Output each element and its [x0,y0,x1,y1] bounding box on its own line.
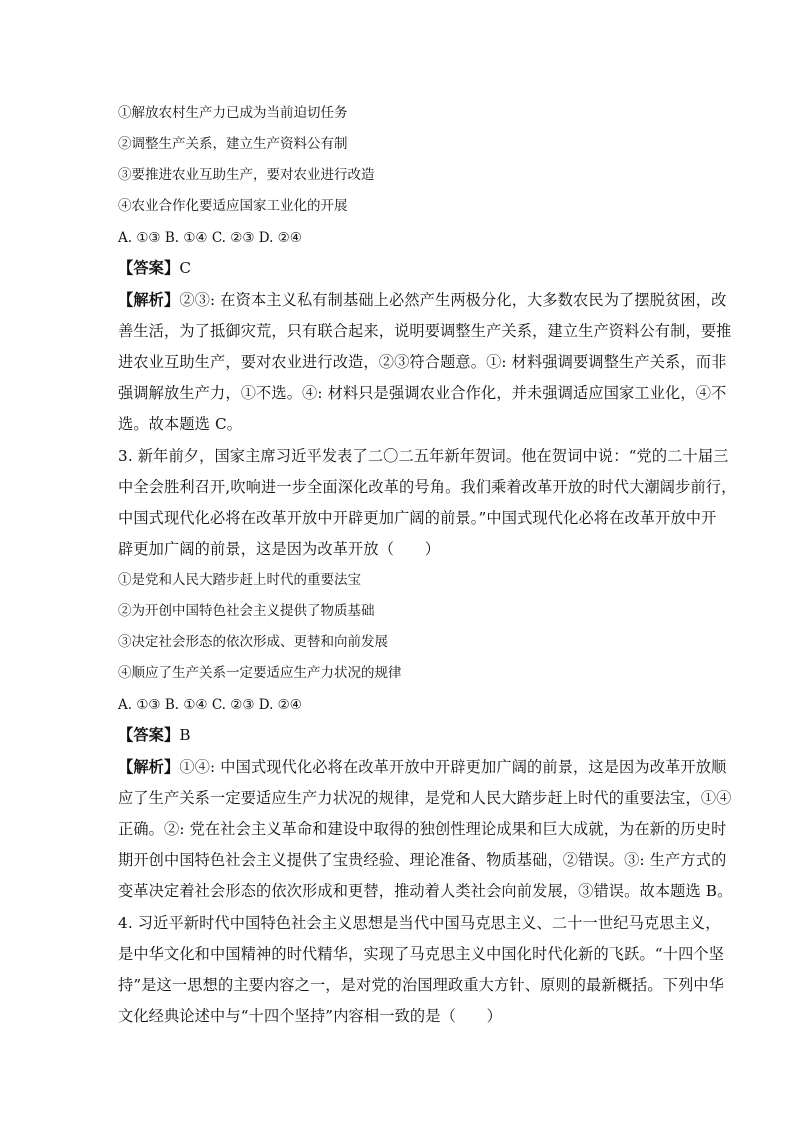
q3-analysis-line: 期开创中国特色社会主义提供了宝贵经验、理论准备、物质基础，②错误。③: 生产方式的 [118,851,727,869]
q3-option-2: ②为开创中国特色社会主义提供了物质基础 [118,603,375,619]
analysis-label: 【解析】 [118,758,180,776]
q3-choices: A. ①③ B. ①④ C. ②③ D. ②④ [118,697,302,713]
q3-stem-line: 3. 新年前夕，国家主席习近平发表了二〇二五年新年贺词。他在贺词中说：“党的二十届三 [118,447,729,465]
q2-analysis-line [118,290,726,310]
q3-option-4: ④顺应了生产关系一定要适应生产力状况的规律 [118,665,402,681]
answer-label: 【答案】 [118,726,180,744]
q4-stem-line: 4. 习近平新时代中国特色社会主义思想是当代中国马克思主义、二十一世纪马克思主义， [118,914,721,932]
q3-stem-line: 辟更加广阔的前景，这是因为改革开放（ ） [118,540,441,558]
q2-option-4: ④农业合作化要适应国家工业化的开展 [118,198,348,214]
q3-analysis-line: 正确。②: 党在社会主义革命和建设中取得的独创性理论成果和巨大成就，为在新的历史时 [118,820,727,838]
q3-stem-line: 中全会胜利召开,吹响进一步全面深化改革的号角。我们乘着改革开放的时代大潮阔步前行， [118,478,737,496]
q2-analysis-line: 善生活，为了抵御灾荒，只有联合起来，说明要调整生产关系，建立生产资料公有制，要推 [118,322,732,340]
q2-analysis-line: 选。故本题选 C。 [118,415,243,433]
q3-stem-line: 中国式现代化必将在改革开放中开辟更加广阔的前景。”中国式现代化必将在改革开放中开 [118,509,717,527]
answer-value: B [179,726,191,744]
q3-analysis-line: 应了生产关系一定要适应生产力状况的规律，是党和人民大踏步赶上时代的重要法宝，①④ [118,789,732,807]
answer-label: 【答案】 [118,259,180,277]
q2-choices: A. ①③ B. ①④ C. ②③ D. ②④ [118,230,302,246]
answer-value: C [179,259,192,277]
analysis-text: ②③: 在资本主义私有制基础上必然产生两极分化，大多数农民为了摆脱贫困，改 [179,291,727,309]
q4-stem-line: 持”是这一思想的主要内容之一，是对党的治国理政重大方针、原则的最新概括。下列中华 [118,976,725,994]
analysis-label: 【解析】 [118,291,180,309]
q3-analysis-line: 变革决定着社会形态的依次形成和更替，推动着人类社会向前发展，③错误。故本题选 B。 [118,882,733,900]
q2-option-2: ②调整生产关系，建立生产资料公有制 [118,136,348,152]
q4-stem-line: 文化经典论述中与“十四个坚持”内容相一致的是（ ） [118,1007,502,1025]
q2-answer [118,258,191,278]
q2-analysis-line: 进农业互助生产，要对农业进行改造，②③符合题意。①: 材料强调要调整生产关系，而非 [118,353,727,371]
q2-option-1: ①解放农村生产力已成为当前迫切任务 [118,105,348,121]
q3-answer [118,725,191,745]
analysis-text: ①④: 中国式现代化必将在改革开放中开辟更加广阔的前景，这是因为改革开放顺 [179,758,727,776]
q3-analysis-line [118,757,726,777]
q2-option-3: ③要推进农业互助生产，要对农业进行改造 [118,167,375,183]
q2-analysis-line: 强调解放生产力，①不选。④: 材料只是强调农业合作化，并未强调适应国家工业化，④不 [118,384,727,402]
q3-option-1: ①是党和人民大踏步赶上时代的重要法宝 [118,572,361,588]
q3-option-3: ③决定社会形态的依次形成、更替和向前发展 [118,634,388,650]
q4-stem-line: 是中华文化和中国精神的时代精华，实现了马克思主义中国化时代化新的飞跃。“十四个坚 [118,945,725,963]
